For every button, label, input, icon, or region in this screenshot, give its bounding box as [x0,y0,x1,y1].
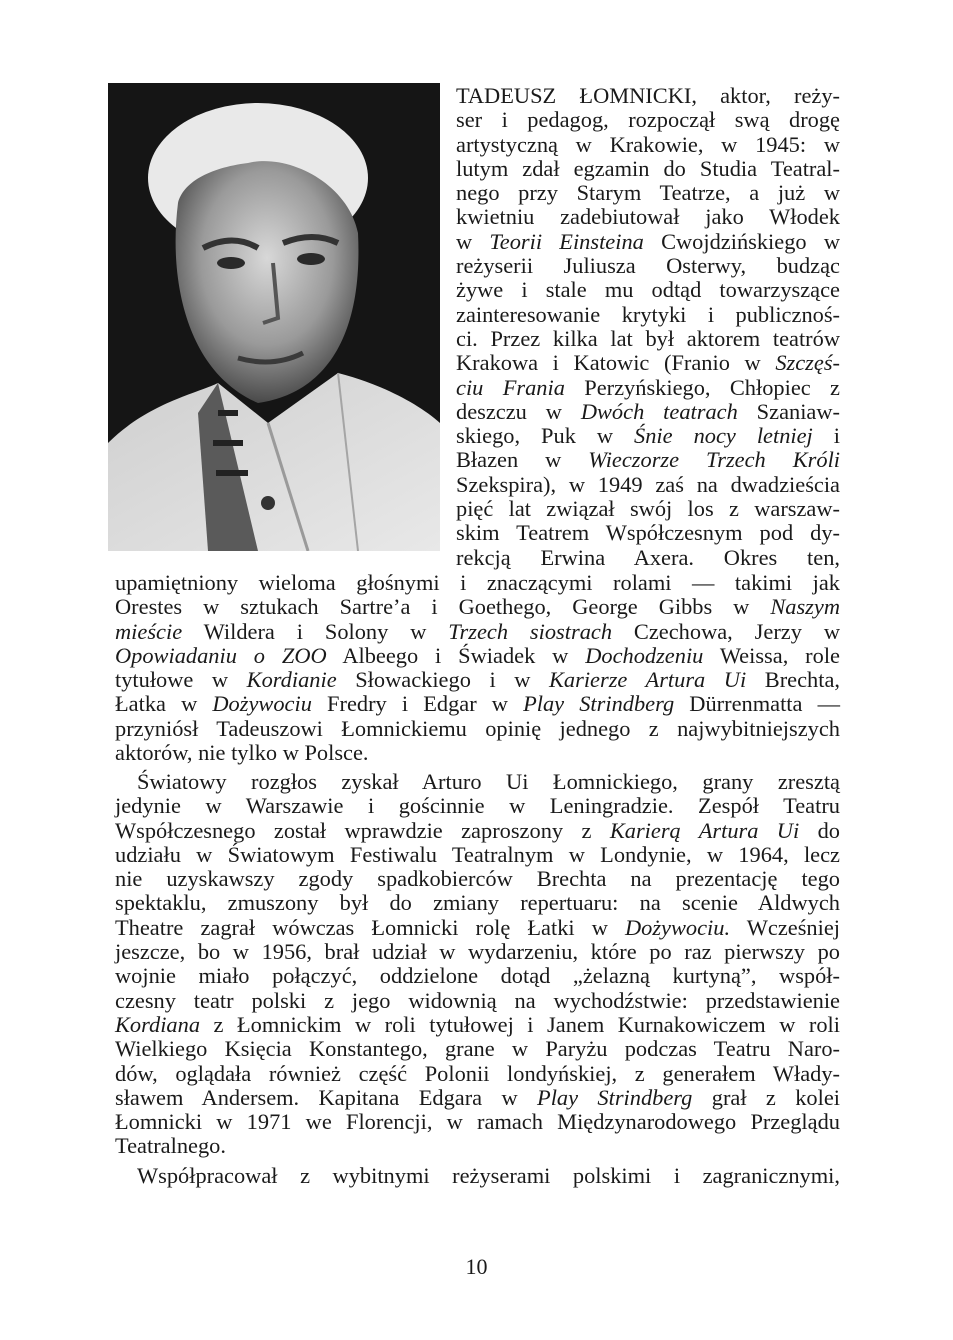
italic-title: Play Strindberg [523,691,675,717]
italic-title: Wieczorze Trzech Króli [588,447,841,473]
text-line: artystyczną w Krakowie, w 1945: w [456,131,840,157]
portrait-photo [108,83,440,551]
italic-title: Teorii Einsteina [489,228,644,254]
text-line: tytułowe w Kordianie Słowackiego i w Karierze Artura Ui Brechta, [115,667,840,693]
text-line: deszczu w Dwóch teatrach Szaniaw- [456,398,840,424]
text-line: wojnie miało połączyć, oddzielone dotąd „żelazną kurtyną”, współ- [115,963,840,989]
text-line: udziału w Światowym Festiwalu Teatralnym w Londynie, w 1964, lecz [115,841,840,867]
text-line: Światowy rozgłos zyskał Arturo Ui Łomnickiego, grany zresztą [137,769,840,794]
text-line: lutym zdał egzamin do Studia Teatral- [456,155,840,181]
italic-title: Dwóch teatrach [580,398,738,424]
text-line: Łatka w Dożywociu Fredry i Edgar w Play Strindberg Dürrenmatta — [115,691,840,717]
italic-title: Karierze Artura Ui [548,667,747,693]
text-line: zainteresowanie krytyki i publicznoś- [456,301,840,327]
italic-title: Śnie nocy letniej [634,423,813,449]
italic-title: Dożywociu. [624,914,731,940]
text-line: Szekspira), w 1949 zaś na dwadzieścia [456,471,840,497]
text-line: w Teorii Einsteina Cwojdzińskiego w [456,228,840,254]
text-line: ciu Frania Perzyńskiego, Chłopiec z [456,374,840,400]
text-line: Łomnicki w 1971 we Florencji, w ramach Międzynarodowego Przeglądu [115,1109,840,1135]
text-line: sławem Andersem. Kapitana Edgara w Play Strindberg grał z kolei [115,1084,840,1110]
text-line: pięć lat związał swój los z warszaw- [456,496,840,522]
text-line: Teatralnego. [115,1133,226,1159]
text-line: skim Teatrem Współczesnym pod dy- [456,520,840,546]
italic-title: Trzech siostrach [448,618,613,644]
italic-title: ciu Frania [456,374,565,400]
italic-title: Play Strindberg [537,1084,693,1110]
text-line: nie uzyskawszy zgody spadkobierców Brechta na prezentację tego [115,866,840,892]
paragraph-3 [115,1164,840,1188]
text-line: Orestes w sztukach Sartre’a i Goethego, George Gibbs w Naszym [115,594,840,620]
italic-title: Dochodzeniu [585,642,704,668]
paragraph-1-continuation [115,571,840,765]
italic-title: mieście [115,618,183,644]
text-line: skiego, Puk w Śnie nocy letniej i [456,423,840,449]
italic-title: Dożywociu [212,691,312,717]
wrapped-paragraph [456,84,840,570]
text-line: kwietniu zadebiutował jako Włodek [456,204,840,230]
text-line: czesny teatr polski z jego widownią na wychodźstwie: przedstawienie [115,987,840,1013]
text-line: TADEUSZ ŁOMNICKI, aktor, reży- [456,83,840,108]
text-line: Błazen w Wieczorze Trzech Króli [456,447,841,473]
text-line: rekcją Erwina Axera. Okres ten, [456,544,840,570]
italic-title: Kordianie [246,667,337,693]
text-line: Współczesnego został wprawdzie zaproszony z Karierą Artura Ui do [115,817,840,843]
text-line: spektaklu, zmuszony był do zmiany repertuaru: na scenie Aldwych [115,890,840,916]
text-line: dów, oglądała również część Polonii londyńskiej, z generałem Włady- [115,1060,840,1086]
text-line: ser i pedagog, rozpoczął swą drogę [456,107,840,133]
text-line: Theatre zagrał wówczas Łomnicki rolę Łatki w Dożywociu. Wcześniej [115,914,840,940]
text-line: jeszcze, bo w 1956, brał udział w wydarzeniu, które po raz pierwszy po [115,939,840,965]
text-line: Kordiana z Łomnickim w roli tytułowej i Janem Kurnakowiczem w roli [115,1011,840,1037]
paragraph-2 [115,770,840,1159]
text-line: reżyserii Juliusza Osterwy, budząc [456,253,840,279]
text-line: Krakowa i Katowic (Franio w Szczęś- [456,350,840,376]
page-number: 10 [465,1254,488,1279]
text-line: aktorów, nie tylko w Polsce. [115,740,369,766]
italic-title: Szczęś- [775,350,840,376]
italic-title: Opowiadaniu o ZOO [115,642,327,668]
text-line: ci. Przez kilka lat był aktorem teatrów [456,325,840,351]
italic-title: Karierą Artura Ui [609,817,800,843]
text-line: przyniósł Tadeuszowi Łomnickiemu opinię jednego z najwybitniejszych [115,715,840,741]
text-line: mieście Wildera i Solony w Trzech siostrach Czechowa, Jerzy w [115,618,840,644]
text-line: żywe i stale mu odtąd towarzyszące [456,277,840,303]
italic-title: Naszym [770,594,840,620]
text-line: Opowiadaniu o ZOO Albeego i Świadek w Dochodzeniu Weissa, role [115,642,840,668]
text-line: upamiętniony wieloma głośnymi i znaczącymi rolami — takimi jak [115,570,840,595]
text-line: nego przy Starym Teatrze, a już w [456,180,840,206]
text-line: Wielkiego Księcia Konstantego, grane w Paryżu podczas Teatru Naro- [115,1036,840,1062]
italic-title: Kordiana [115,1011,201,1037]
portrait-icon [108,83,440,551]
text-line: Współpracował z wybitnymi reżyserami polskimi i zagranicznymi, [137,1163,840,1188]
text-line: jedynie w Warszawie i gościnnie w Leningradzie. Zespół Teatru [115,793,840,819]
